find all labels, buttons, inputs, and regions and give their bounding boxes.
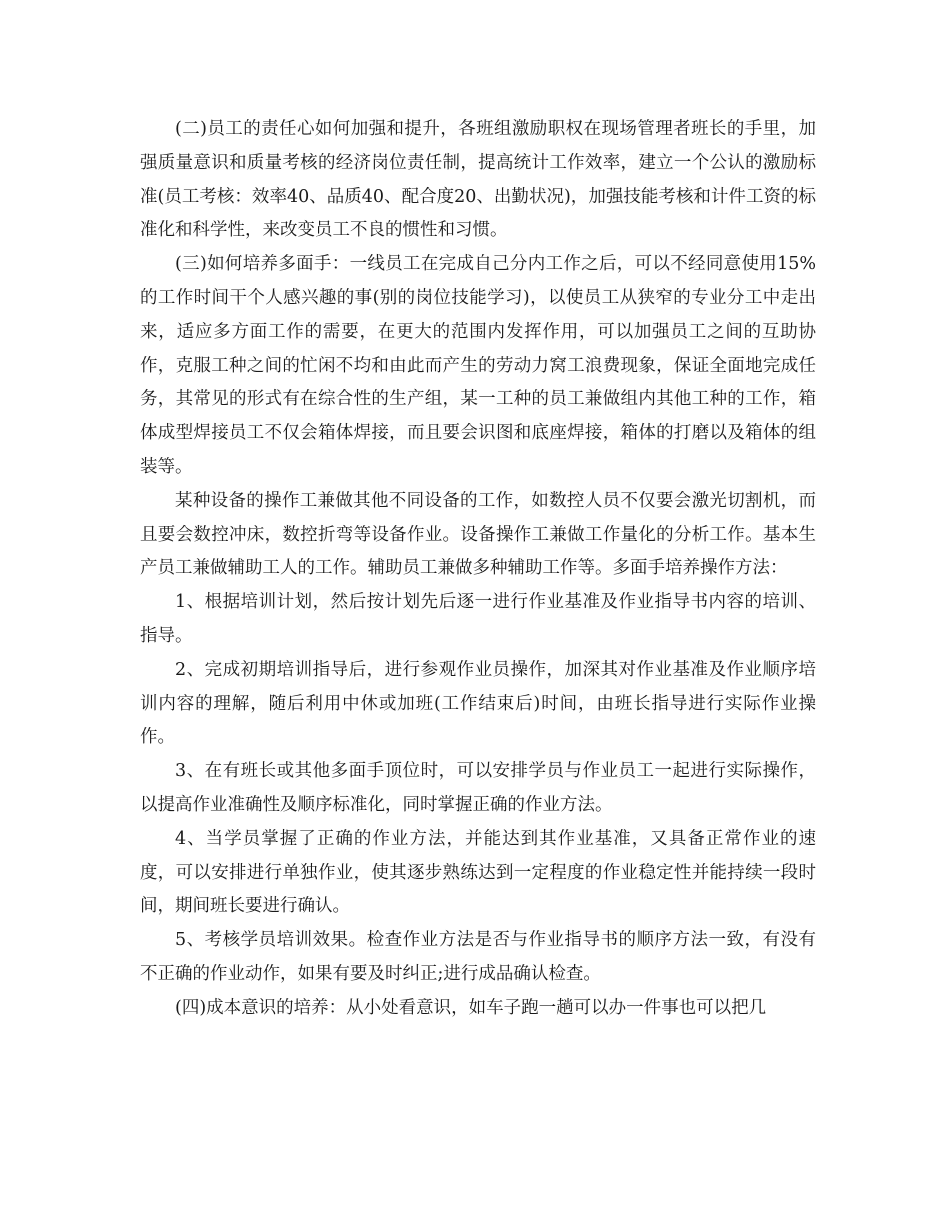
body-text: [140, 113, 816, 1026]
list-item-step-1: 1、根据培训计划，然后按计划先后逐一进行作业基准及作业指导书内容的培训、指导。: [140, 592, 816, 646]
list-item-step-2: 2、完成初期培训指导后，进行参观作业员操作，加深其对作业基准及作业顺序培训内容的理解，随后利用中休或加班(工作结束后)时间，由班长指导进行实际作业操作。: [140, 659, 816, 748]
list-item-step-3: 3、在有班长或其他多面手顶位时，可以安排学员与作业员工一起进行实际操作，以提高作业准确性及顺序标准化，同时掌握正确的作业方法。: [140, 761, 816, 815]
paragraph-equipment-operators: 某种设备的操作工兼做其他不同设备的工作，如数控人员不仅要会激光切割机，而且要会数控冲床，数控折弯等设备作业。设备操作工兼做工作量化的分析工作。基本生产员工兼做辅助工人的工作。辅助员工兼做多种辅助工作等。多面手培养操作方法：: [140, 490, 816, 579]
list-item-step-4: 4、当学员掌握了正确的作业方法，并能达到其作业基准，又具备正常作业的速度，可以安排进行单独作业，使其逐步熟练达到一定程度的作业稳定性并能持续一段时间，期间班长要进行确认。: [140, 828, 816, 917]
list-item-step-5: 5、考核学员培训效果。检查作业方法是否与作业指导书的顺序方法一致，有没有不正确的作业动作，如果有要及时纠正;进行成品确认检查。: [140, 930, 816, 984]
paragraph-cost-awareness: (四)成本意识的培养：从小处看意识，如车子跑一趟可以办一件事也可以把几: [175, 997, 767, 1018]
paragraph-employee-responsibility: (二)员工的责任心如何加强和提升，各班组激励职权在现场管理者班长的手里，加强质量意识和质量考核的经济岗位责任制，提高统计工作效率，建立一个公认的激励标准(员工考核：效率40、品质40、配合度20、出勤状况)，加强技能考核和计件工资的标准化和科学性，来改变员工不良的惯性和习惯。: [140, 119, 816, 241]
paragraph-multiskill-training: (三)如何培养多面手：一线员工在完成自己分内工作之后，可以不经同意使用15%的工作时间干个人感兴趣的事(别的岗位技能学习)，以使员工从狭窄的专业分工中走出来，适应多方面工作的需要，在更大的范围内发挥作用，可以加强员工之间的互助协作，克服工种之间的忙闲不均和由此而产生的劳动力窝工浪费现象，保证全面地完成任务，其常见的形式有在综合性的生产组，某一工种的员工兼做组内其他工种的工作，箱体成型焊接员工不仅会箱体焊接，而且要会识图和底座焊接，箱体的打磨以及箱体的组装等。: [140, 254, 816, 477]
